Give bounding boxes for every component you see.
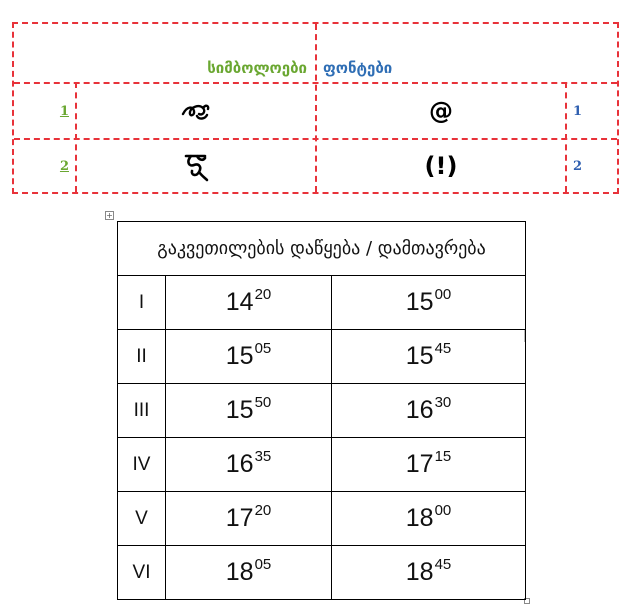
row-number-cell [567, 84, 617, 138]
lesson-number: II [118, 330, 166, 384]
table-row [118, 330, 526, 384]
at-sign-glyph: @ [429, 97, 453, 125]
row-number: 2 [573, 158, 583, 174]
schedule-header: გაკვეთილების დაწყება / დამთავრება [118, 222, 526, 276]
end-time [332, 276, 526, 330]
row-number: 1 [573, 103, 583, 119]
row-number: 2 [59, 158, 69, 174]
end-hour: 16 [405, 396, 434, 424]
start-hour: 14 [225, 288, 254, 316]
row-number-cell [567, 140, 617, 192]
table-move-handle-icon[interactable]: + [106, 211, 113, 220]
start-time [166, 438, 332, 492]
start-hour: 16 [225, 450, 254, 478]
header-symbols-cell [14, 54, 315, 82]
lesson-schedule-table [117, 221, 526, 600]
end-minute: 00 [434, 286, 452, 303]
symbol-cell [77, 140, 315, 192]
start-minute: 05 [254, 556, 272, 573]
table-row [118, 438, 526, 492]
row-number-cell [14, 140, 75, 192]
end-minute: 45 [434, 556, 452, 573]
lesson-number: III [118, 384, 166, 438]
start-minute: 35 [254, 448, 272, 465]
end-minute: 45 [434, 340, 452, 357]
table-row [118, 276, 526, 330]
symbols-label: სიმბოლოები [207, 59, 307, 77]
start-time [166, 384, 332, 438]
exclamation-glyph: (!) [424, 152, 458, 180]
start-time [166, 330, 332, 384]
end-minute: 15 [434, 448, 452, 465]
end-minute: 30 [434, 394, 452, 411]
end-time [332, 384, 526, 438]
lesson-number: I [118, 276, 166, 330]
start-time [166, 492, 332, 546]
row-number: 1 [59, 103, 69, 119]
start-hour: 15 [225, 396, 254, 424]
end-time [332, 330, 526, 384]
start-hour: 17 [225, 504, 254, 532]
end-hour: 15 [405, 288, 434, 316]
bengali-symbol-icon [183, 150, 209, 182]
table-row [118, 546, 526, 600]
lesson-number: IV [118, 438, 166, 492]
swirl-symbol-icon [181, 100, 211, 122]
end-hour: 15 [405, 342, 434, 370]
font-char-cell [317, 140, 565, 192]
start-time [166, 276, 332, 330]
fonts-label: ფონტები [323, 59, 393, 77]
lesson-number: V [118, 492, 166, 546]
font-char-cell [317, 84, 565, 138]
end-hour: 18 [405, 558, 434, 586]
end-time [332, 492, 526, 546]
start-minute: 05 [254, 340, 272, 357]
end-time [332, 438, 526, 492]
row-number-cell [14, 84, 75, 138]
lesson-number: VI [118, 546, 166, 600]
symbols-fonts-table [12, 22, 619, 194]
table-header-row [118, 222, 526, 276]
end-time [332, 546, 526, 600]
start-time [166, 546, 332, 600]
table-row [118, 384, 526, 438]
table-row [118, 492, 526, 546]
start-minute: 20 [254, 502, 272, 519]
symbol-cell [77, 84, 315, 138]
start-hour: 18 [225, 558, 254, 586]
header-fonts-cell [317, 54, 567, 82]
start-minute: 50 [254, 394, 272, 411]
start-minute: 20 [254, 286, 272, 303]
end-hour: 17 [405, 450, 434, 478]
end-hour: 18 [405, 504, 434, 532]
start-hour: 15 [225, 342, 254, 370]
end-minute: 00 [434, 502, 452, 519]
